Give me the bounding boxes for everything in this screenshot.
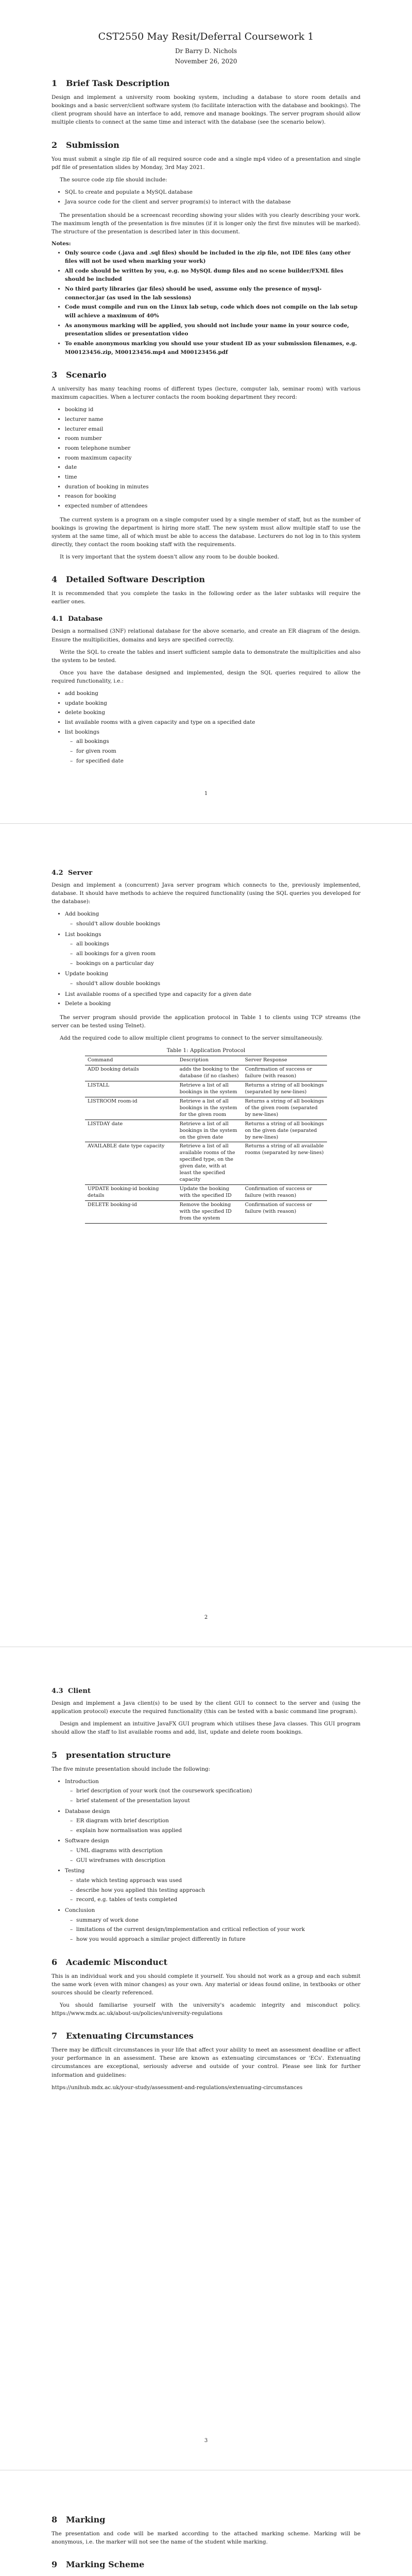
table-cell: Retrieve a list of all bookings in the system for the given room — [177, 1097, 243, 1120]
list-item: • lecturer email — [65, 425, 360, 434]
table-row — [85, 1200, 327, 1223]
list-item: • lecturer name — [65, 415, 360, 424]
section-4-1-heading: 4.1 Database — [52, 615, 103, 623]
list-item: • No third party libraries (jar files) should be used, assume only the presence of mysql-connector.jar (as used in the lab sessions) — [65, 285, 360, 302]
list-item: • SQL to create and populate a MySQL database — [65, 188, 360, 197]
list-item: – bookings on a particular day — [77, 959, 360, 968]
marking-text: The presentation and code will be marked according to the attached marking scheme. Marking will be anonymous, i.e. the marker will not see the name of the student while marking. — [52, 2531, 360, 2546]
server-text-3: Add the required code to allow multiple client programs to connect to the server simultaneously. — [60, 1035, 323, 1042]
list-item: – all bookings for a given room — [77, 950, 360, 958]
table-cell: Returns a string of all bookings (separated by new-lines) — [242, 1081, 327, 1097]
document-date: November 26, 2020 — [175, 58, 237, 65]
database-text-1: Design a normalised (3NF) relational database for the above scenario, and create an ER diagram of the design. Ensure the multiplicities, domains and keys are specified correctly. — [52, 628, 360, 643]
list-item: – all bookings — [77, 940, 360, 948]
presentation-structure-text: The five minute presentation should include the following: — [52, 1766, 211, 1772]
table-row — [85, 1120, 327, 1142]
section-5-heading: 5 presentation structure — [52, 1750, 171, 1760]
table-cell: ADD booking details — [85, 1065, 177, 1081]
section-2-heading: 2 Submission — [52, 140, 119, 150]
presentation-structure-list — [52, 1777, 360, 1944]
list-item: – ER diagram with brief description — [77, 1817, 360, 1825]
table-cell: Confirmation of success or failure (with reason) — [242, 1185, 327, 1201]
software-intro-text: It is recommended that you complete the tasks in the following order as the later subtasks will require the earlier ones. — [52, 590, 360, 605]
list-item: • List available rooms of a specified type and capacity for a given date — [65, 990, 360, 999]
database-text-3: Once you have the database designed and implemented, design the SQL queries required to allow the required functionality, i.e.: — [52, 669, 360, 685]
page-number: 3 — [204, 2438, 208, 2444]
list-item: – for specified date — [77, 757, 360, 766]
table-cell: adds the booking to the database (if no clashes) — [177, 1065, 243, 1081]
section-4-2-heading: 4.2 Server — [52, 869, 93, 877]
document-title: CST2550 May Resit/Deferral Coursework 1 — [98, 31, 314, 42]
ec-text-1: There may be difficult circumstances in your life that affect your ability to meet an assessment deadline or affect your performance in an assessment. These are known as extenuating circumstances or 'ECs'. Extenuating circumstances are exceptional, seriously adverse and outside of your control. Please see link for further information and guidelines: — [52, 2047, 360, 2078]
table-cell: Confirmation of success or failure (with reason) — [242, 1065, 327, 1081]
misconduct-text-2: You should familiarise yourself with the university's academic integrity and misconduct policy. https://www.mdx.ac.uk/about-us/policies/university-regulations — [52, 2002, 360, 2017]
section-8-heading: 8 Marking — [52, 2515, 106, 2524]
document-author: Dr Barry D. Nichols — [175, 47, 237, 55]
notes-label: Notes: — [52, 240, 71, 247]
list-item: – summary of work done — [77, 1916, 360, 1925]
list-item: • delete booking — [65, 708, 360, 717]
list-item: • Conclusion – summary of work done – limitations of the current design/implementation and critical reflection of your work – how you would approach a similar project differently in future — [65, 1906, 360, 1944]
submission-list — [52, 188, 360, 206]
list-item: – state which testing approach was used — [77, 1876, 360, 1885]
page-number: 2 — [204, 1615, 208, 1620]
list-item: • Introduction – brief description of your work (not the coursework specification) – brief statement of the presentation layout — [65, 1777, 360, 1805]
table-header-row — [85, 1056, 327, 1065]
database-queries-list — [52, 689, 360, 765]
scenario-text-3: It is very important that the system doesn't allow any room to be double booked. — [60, 554, 279, 561]
list-item: • To enable anonymous marking you should use your student ID as your submission filenames, e.g. M00123456.zip, M00123456.mp4 and M00123456.pdf — [65, 340, 360, 357]
section-4-heading: 4 Detailed Software Description — [52, 574, 205, 585]
table-header: Server Response — [242, 1056, 327, 1065]
scenario-text: A university has many teaching rooms of different types (lecture, computer lab, seminar room) with various maximum capacities. When a lecturer contacts the room booking department they record: — [52, 386, 360, 401]
list-item: • date — [65, 463, 360, 472]
list-item: – for given room — [77, 747, 360, 756]
table-row — [85, 1185, 327, 1201]
section-6-heading: 6 Academic Misconduct — [52, 1957, 168, 1967]
list-item: – should't allow double bookings — [77, 920, 360, 928]
section-4-3-heading: 4.3 Client — [52, 1687, 91, 1695]
list-item: – record, e.g. tables of tests completed — [77, 1895, 360, 1904]
table-header: Description — [177, 1056, 243, 1065]
list-item: • Testing – state which testing approach was used – describe how you applied this testing approach – record, e.g. tables of tests completed — [65, 1867, 360, 1904]
scenario-text-2: The current system is a program on a single computer used by a single member of staff, but as the number of bookings is growing the department is hiring more staff. The new system must allow multiple staff to use the system at the same time, all of which must be able to access the database. Lecturers do not log in to this system directly, they contact the room booking staff with the requirements. — [52, 516, 360, 548]
list-item: • booking id — [65, 405, 360, 414]
notes-list — [52, 249, 360, 357]
list-item: • expected number of attendees — [65, 502, 360, 511]
section-1-heading: 1 Brief Task Description — [52, 78, 170, 88]
booking-fields-list — [52, 405, 360, 510]
table-caption: Table 1: Application Protocol — [166, 1047, 246, 1054]
list-item: • list available rooms with a given capacity and type on a specified date — [65, 718, 360, 727]
table-cell: Confirmation of success or failure (with reason) — [245, 1201, 312, 1214]
table-cell: Update the booking with the specified ID — [177, 1185, 243, 1201]
list-item: • update booking — [65, 699, 360, 708]
server-methods-list — [52, 910, 360, 1008]
table-cell: LISTROOM room-id — [85, 1097, 177, 1120]
table-cell: Remove the booking with the specified ID from the system — [179, 1201, 232, 1221]
table-row — [85, 1081, 327, 1097]
ec-link[interactable]: https://unihub.mdx.ac.uk/your-study/assessment-and-regulations/extenuating-circumstances — [52, 2084, 303, 2091]
list-item: – brief statement of the presentation layout — [77, 1797, 360, 1805]
list-item: • reason for booking — [65, 492, 360, 501]
table-cell: Retrieve a list of all bookings in the system — [177, 1081, 243, 1097]
list-item: • Delete a booking — [65, 999, 360, 1008]
page-3 — [0, 1647, 412, 2470]
table-cell: UPDATE booking-id booking details — [85, 1185, 177, 1201]
table-cell: Returns a string of all bookings of the given room (separated by new-lines) — [242, 1097, 327, 1120]
table-cell: Retrieve a list of all bookings in the system on the given date — [177, 1120, 243, 1142]
submission-zip-intro: The source code zip file should include: — [60, 176, 167, 183]
list-item: • add booking — [65, 689, 360, 698]
list-item: • Database design – ER diagram with brief description – explain how normalisation was applied — [65, 1807, 360, 1835]
list-item: • Update booking – should't allow double bookings — [65, 970, 360, 988]
presentation-text: The presentation should be a screencast recording showing your slides with you clearly describing your work. The maximum length of the presentation is five minutes (if it is longer only the first five minutes will be marked). The structure of the presentation is described later in this document. — [52, 212, 360, 235]
list-item: • Only source code (.java and .sql files) should be included in the zip file, not IDE files (any other files will not be used when marking your work) — [65, 249, 360, 266]
list-item: • list bookings – all bookings – for given room – for specified date — [65, 728, 360, 766]
page-number: 1 — [204, 791, 208, 796]
list-item: • Add booking – should't allow double bookings — [65, 910, 360, 928]
table-row — [85, 1142, 327, 1185]
table-row — [85, 1097, 327, 1120]
list-item: • All code should be written by you, e.g. no MySQL dump files and no scene builder/FXML files should be included — [65, 267, 360, 284]
table-cell: LISTALL — [85, 1081, 177, 1097]
list-item: – limitations of the current design/implementation and critical reflection of your work — [77, 1925, 360, 1934]
list-item: • duration of booking in minutes — [65, 483, 360, 492]
list-item: • Software design – UML diagrams with description – GUI wireframes with description — [65, 1837, 360, 1865]
section-3-heading: 3 Scenario — [52, 370, 107, 380]
list-item: – describe how you applied this testing approach — [77, 1886, 360, 1895]
table-cell: LISTDAY date — [85, 1120, 177, 1142]
page-4 — [0, 2470, 412, 2576]
section-1-text: Design and implement a university room booking system, including a database to store room details and bookings and a basic server/client software system (to facilitate interaction with the database and bookings). The client program should have an interface to add, remove and manage bookings. The server program should allow multiple clients to connect at the same time and interact with the database (see the scenario below). — [52, 94, 360, 126]
list-item: • As anonymous marking will be applied, you should not include your name in your source code, presentation slides or presentation video — [65, 321, 360, 338]
server-text-2: The server program should provide the application protocol in Table 1 to clients using TCP streams (the server can be tested using Telnet). — [52, 1014, 360, 1029]
page-1 — [0, 0, 412, 823]
page-2 — [0, 823, 412, 1647]
list-item: • room maximum capacity — [65, 454, 360, 463]
protocol-table — [85, 1056, 327, 1224]
submission-text: You must submit a single zip file of all required source code and a single mp4 video of a presentation and single pdf file of presentation slides by Monday, 3rd May 2021. — [52, 156, 360, 171]
section-9-heading: 9 Marking Scheme — [52, 2560, 145, 2570]
list-item: – GUI wireframes with description — [77, 1856, 360, 1865]
list-item: – brief description of your work (not the coursework specification) — [77, 1787, 360, 1795]
table-row — [85, 1065, 327, 1081]
table-cell: DELETE booking-id — [88, 1201, 137, 1208]
list-item: • room telephone number — [65, 444, 360, 453]
list-item: • List bookings – all bookings – all bookings for a given room – bookings on a particular day — [65, 930, 360, 968]
server-text-1: Design and implement a (concurrent) Java server program which connects to the, previously implemented, database. It should have methods to achieve the required functionality (using the SQL queries you developed for the database): — [52, 882, 360, 905]
table-cell: Returns a string of all available rooms (separated by new-lines) — [242, 1142, 327, 1185]
list-item: – UML diagrams with description — [77, 1846, 360, 1855]
table-header: Command — [85, 1056, 177, 1065]
table-cell: AVAILABLE date type capacity — [85, 1142, 177, 1185]
list-item: – should't allow double bookings — [77, 979, 360, 988]
list-item: • Java source code for the client and server program(s) to interact with the database — [65, 198, 360, 207]
client-text-2: Design and implement an intuitive JavaFX GUI program which utilises these Java classes. This GUI program should allow the staff to list available rooms and add, list, update and delete room bookings. — [52, 1721, 360, 1736]
list-item: • time — [65, 473, 360, 482]
list-item: • Code must compile and run on the Linux lab setup, code which does not compile on the lab setup will achieve a maximum of 40% — [65, 303, 360, 320]
database-text-2: Write the SQL to create the tables and insert sufficient sample data to demonstrate the multiplicities and also the system to be tested. — [52, 649, 360, 664]
misconduct-text-1: This is an individual work and you should complete it yourself. You should not work as a group and each submit the same work (even with minor changes) as your own. Any material or ideas found online, in textbooks or other sources should be clearly referenced. — [52, 1973, 360, 1996]
list-item: – how you would approach a similar project differently in future — [77, 1935, 360, 1944]
list-item: – all bookings — [77, 737, 360, 746]
list-item: – explain how normalisation was applied — [77, 1826, 360, 1835]
table-cell: Retrieve a list of all available rooms of the specified type, on the given date, with at least the specified capacity — [177, 1142, 243, 1185]
client-text-1: Design and implement a Java client(s) to be used by the client GUI to connect to the server and (using the application protocol) execute the required functionality (this can be tested with a basic command line program). — [52, 1700, 360, 1715]
section-7-heading: 7 Extenuating Circumstances — [52, 2031, 194, 2041]
list-item: • room number — [65, 434, 360, 443]
table-cell: Returns a string of all bookings on the given date (separated by new-lines) — [242, 1120, 327, 1142]
